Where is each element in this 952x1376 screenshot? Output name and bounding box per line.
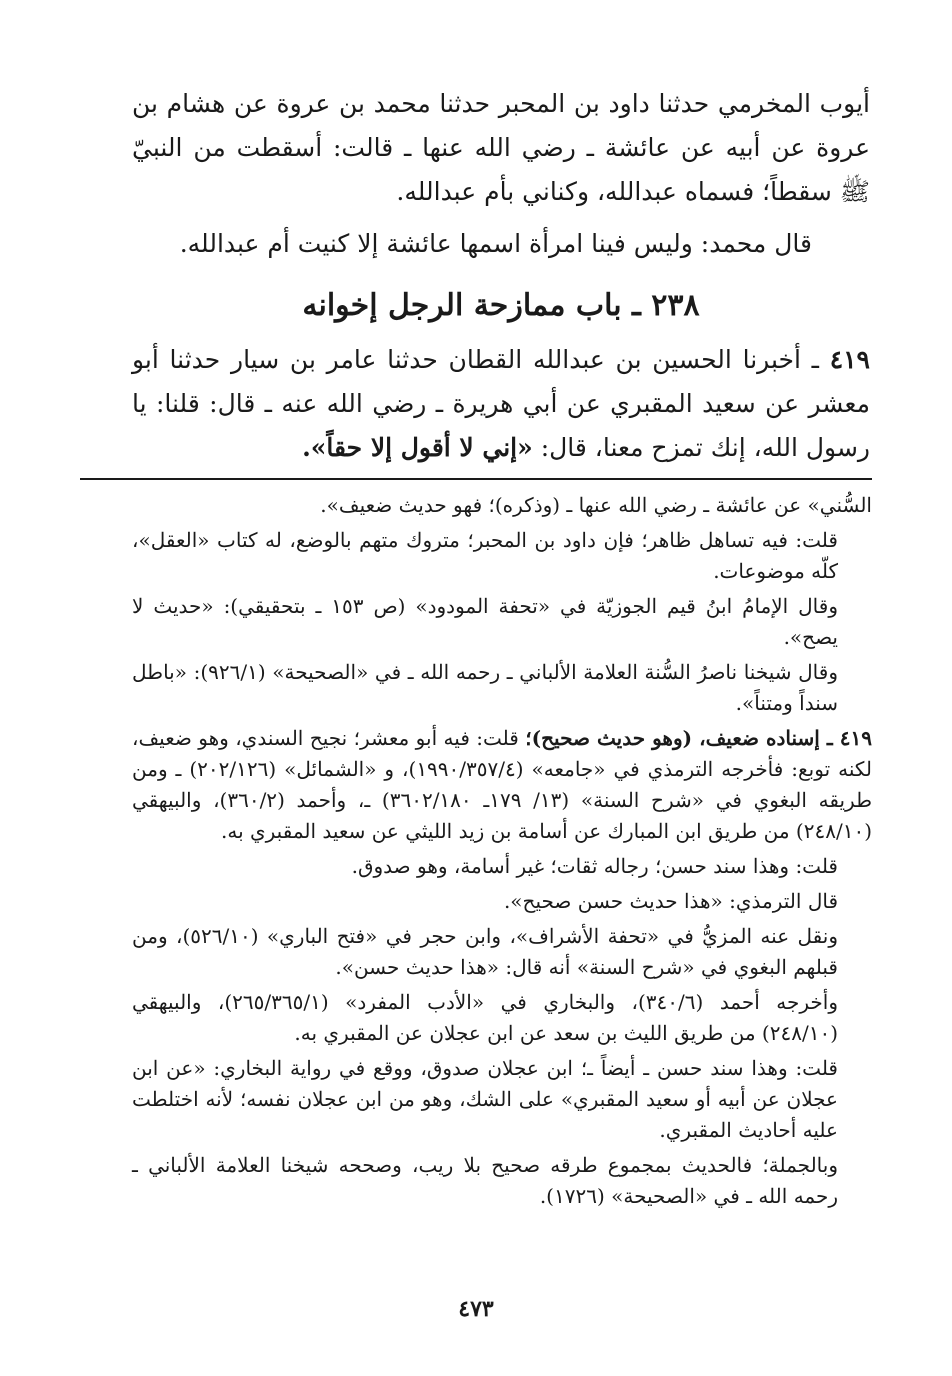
hadith-text: ـ أخبرنا الحسين بن عبدالله القطان حدثنا عامر بن سيار حدثنا أبو معشر عن سعيد المقبري عن أبي هريرة ـ رضي الله عنه ـ قال: قلنا: يا رسول الله، إنك تمزح معنا، قال:	[132, 345, 870, 462]
footnote-9: وأخرجه أحمد (٣٤٠/٦)، والبخاري في «الأدب المفرد» (٢٦٥/٣٦٥/١)، والبيهقي (٢٤٨/١٠) من طريق الليث بن سعد عن ابن عجلان عن المقبري به.	[132, 990, 839, 1045]
footnote-4: وقال شيخنا ناصرُ السُّنة العلامة الألباني ـ رحمه الله ـ في «الصحيحة» (٩٢٦/١): «باطل سنداً ومتناً».	[132, 660, 838, 715]
footnote-separator	[80, 478, 872, 480]
footnote-3: وقال الإمامُ ابنُ قيم الجوزيّة في «تحفة المودود» (ص ١٥٣ ـ بتحقيقي): «حديث لا يصح».	[132, 594, 838, 649]
footnote-5-text: قلت: فيه أبو معشر؛ نجيح السندي، وهو ضعيف، لكنه توبع: فأخرجه الترمذي في «جامعه» (١٩٩٠/٣٥٧/٤)، و «الشمائل» (٢٠٢/١٢٦) ـ ومن طريقه البغوي في «شرح السنة» (١٣/ ١٧٩ـ ٣٦٠٢/١٨٠) ـ، وأحمد (٣٦٠/٢)، والبيهقي (٢٤٨/١٠) من طريق ابن المبارك عن أسامة بن زيد الليثي عن سعيد المقبري به.	[132, 726, 872, 843]
footnote-11: وبالجملة؛ فالحديث بمجموع طرقه صحيح بلا ريب، وصححه شيخنا العلامة الألباني ـ رحمه الله ـ في «الصحيحة» (١٧٢٦).	[132, 1153, 838, 1208]
chapter-heading: ٢٣٨ ـ باب ممازحة الرجل إخوانه	[302, 288, 700, 323]
paragraph-2: قال محمد: وليس فينا امرأة اسمها عائشة إلا كنيت أم عبدالله.	[179, 229, 812, 258]
page-number: ٤٧٣	[458, 1296, 494, 1322]
footnote-8: ونقل عنه المزيُّ في «تحفة الأشراف»، وابن حجر في «فتح الباري» (٥٢٦/١٠)، ومن قبلهم البغوي في «شرح السنة» أنه قال: «هذا حديث حسن».	[132, 924, 838, 979]
hadith-quote: «إني لا أقول إلا حقاً».	[302, 433, 533, 462]
footnote-10: قلت: وهذا سند حسن ـ أيضاً ـ؛ ابن عجلان صدوق، ووقع في رواية البخاري: «عن ابن عجلان عن أبيه أو سعيد المقبري» على الشك، وهو من ابن عجلان نفسه؛ لأنه اختلطت عليه أحاديث المقبري.	[132, 1056, 838, 1142]
main-text	[132, 82, 870, 470]
hadith-number: ٤١٩	[829, 345, 870, 374]
footnote-1: السُّني» عن عائشة ـ رضي الله عنها ـ (وذكره)؛ فهو حديث ضعيف».	[320, 493, 872, 517]
hadith-paragraph	[132, 338, 870, 470]
paragraph-1: أيوب المخرمي حدثنا داود بن المحبر حدثنا محمد بن عروة عن هشام بن عروة عن أبيه عن عائشة ـ رضي الله عنها ـ قالت: أسقطت من النبيّ ﷺ سقطاً؛ فسماه عبدالله، وكناني بأم عبدالله.	[132, 89, 870, 206]
footnote-5	[132, 723, 872, 847]
footnote-6: قلت: وهذا سند حسن؛ رجاله ثقات؛ غير أسامة، وهو صدوق.	[351, 854, 838, 878]
footnote-7: قال الترمذي: «هذا حديث حسن صحيح».	[503, 889, 838, 913]
footnote-5-number: ٤١٩ ـ إسناده ضعيف، (وهو حديث صحيح)؛	[525, 726, 872, 750]
footnotes	[132, 490, 872, 1216]
footnote-2: قلت: فيه تساهل ظاهر؛ فإن داود بن المحبر؛ متروك متهم بالوضع، له كتاب «العقل»، كلّه موضوعات.	[132, 528, 838, 583]
